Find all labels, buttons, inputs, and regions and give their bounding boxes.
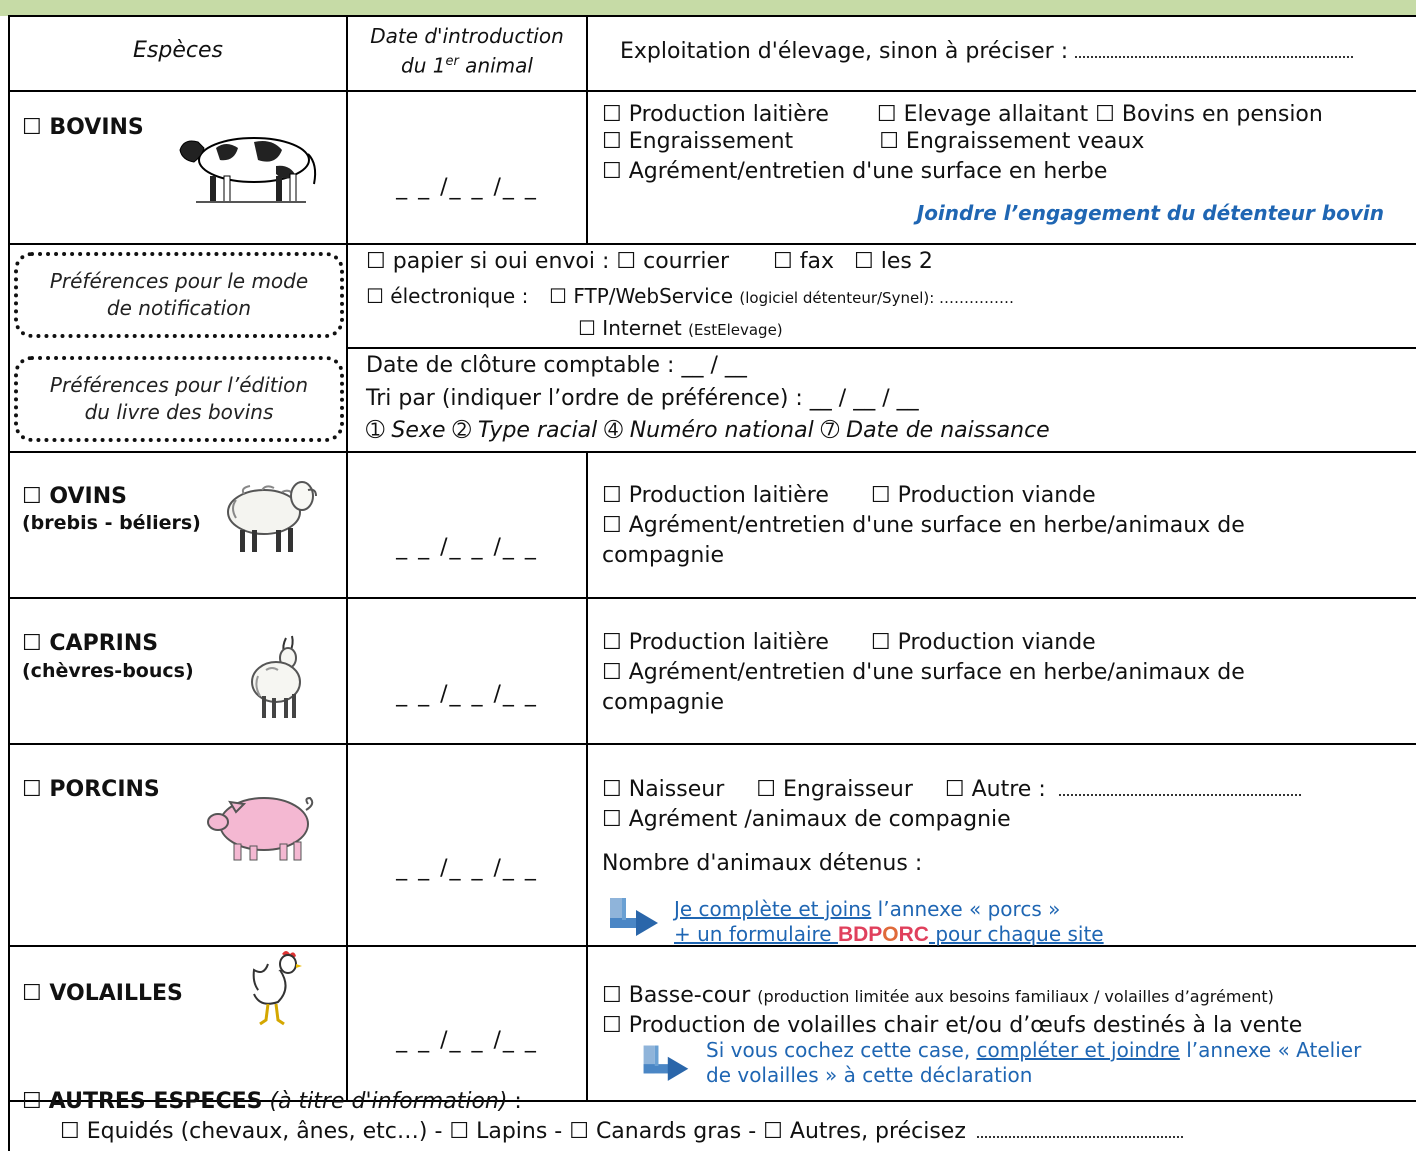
volailles-production-option[interactable]: ☐ Production de volailles chair et/ou d’œufs destinés à la vente <box>602 1013 1303 1038</box>
chicken-icon <box>244 948 310 1030</box>
autres-checkbox-label[interactable]: ☐ AUTRES ESPECES (à titre d'information) : <box>22 1089 522 1114</box>
porcins-arrow-icon <box>604 896 662 944</box>
livre-tri-options: ➀ Sexe ➁ Type racial ➃ Numéro national ➆ Date de naissance <box>366 418 1050 443</box>
autres-options[interactable]: ☐ Equidés (chevaux, ânes, etc…) - ☐ Lapins - ☐ Canards gras - ☐ Autres, précisez <box>60 1117 1183 1147</box>
porcins-options <box>602 775 1301 835</box>
volailles-arrow-icon <box>638 1043 692 1089</box>
volailles-basse-cour-option[interactable]: ☐ Basse-cour (production limitée aux besoins familiaux / volailles d’agrément) <box>602 983 1274 1008</box>
header-band <box>0 0 1416 16</box>
bovins-options <box>602 100 1323 187</box>
caprins-opt-viande[interactable]: ☐ Production viande <box>870 630 1096 655</box>
bovins-opt-pension[interactable]: ☐ Bovins en pension <box>1095 102 1323 127</box>
cow-icon <box>176 120 328 206</box>
ovins-options: ☐ Production laitière ☐ Production viande ☐ Agrément/entretien d'une surface en herbe/animaux de compagnie <box>602 483 1245 568</box>
notif-les2-option[interactable]: ☐ les 2 <box>854 249 933 274</box>
porcins-opt-engraisseur[interactable]: ☐ Engraisseur <box>756 777 913 802</box>
volailles-checkbox-label[interactable]: ☐ VOLAILLES <box>22 981 183 1006</box>
porcins-opt-autre[interactable]: ☐ Autre : <box>944 777 1046 802</box>
bovins-opt-agrement[interactable]: ☐ Agrément/entretien d'une surface en herbe <box>602 159 1108 184</box>
caprins-options: ☐ Production laitière ☐ Production viande ☐ Agrément/entretien d'une surface en herbe/animaux de compagnie <box>602 630 1245 715</box>
notif-papier-option[interactable]: ☐ papier si oui envoi : <box>366 249 610 274</box>
notif-electronique-option[interactable]: ☐ électronique : <box>366 284 529 308</box>
porcins-date-input[interactable]: _ _ /_ _ /_ _ <box>396 856 538 881</box>
porcins-annexe-line1: Je complète et joins l’annexe « porcs » <box>674 897 1061 921</box>
porcins-annexe-link[interactable]: Je complète et joins <box>674 897 872 921</box>
porcins-checkbox-label[interactable]: ☐ PORCINS <box>22 777 160 802</box>
goat-icon <box>246 632 310 722</box>
bovins-date-input[interactable]: _ _ /_ _ /_ _ <box>396 175 538 200</box>
ovins-opt-laitiere[interactable]: ☐ Production laitière <box>602 483 829 508</box>
caprins-opt-agrement[interactable]: ☐ Agrément/entretien d'une surface en herbe/animaux de <box>602 660 1245 685</box>
caprins-sublabel: (chèvres-boucs) <box>22 660 194 682</box>
livre-cloture[interactable]: Date de clôture comptable : __ / __ <box>366 353 747 378</box>
sheep-icon <box>222 470 318 556</box>
porcins-annexe-line2: + un formulaire BDPORC pour chaque site <box>674 922 1104 946</box>
caprins-opt-laitiere[interactable]: ☐ Production laitière <box>602 630 829 655</box>
species-column-header: Espèces <box>133 38 223 63</box>
ovins-opt-agrement[interactable]: ☐ Agrément/entretien d'une surface en herbe/animaux de <box>602 513 1245 538</box>
porcins-opt-agrement[interactable]: ☐ Agrément /animaux de compagnie <box>602 807 1011 832</box>
volailles-annexe-link[interactable]: compléter et joindre <box>976 1038 1180 1062</box>
bovins-opt-laitiere[interactable]: ☐ Production laitière <box>602 102 829 127</box>
bovins-opt-allaitant[interactable]: ☐ Elevage allaitant <box>876 102 1089 127</box>
volailles-annexe-text: Si vous cochez cette case, compléter et joindre l’annexe « Atelier de volailles » à cette déclaration <box>706 1038 1362 1087</box>
notification-preferences-label: Préférences pour le mode de notification <box>14 252 344 338</box>
caprins-date-input[interactable]: _ _ /_ _ /_ _ <box>396 682 538 707</box>
pig-icon <box>204 786 316 866</box>
notif-courrier-option[interactable]: ☐ courrier <box>616 249 730 274</box>
notif-fax-option[interactable]: ☐ fax <box>773 249 835 274</box>
bovins-checkbox-label[interactable]: ☐ BOVINS <box>22 115 144 140</box>
ovins-date-input[interactable]: _ _ /_ _ /_ _ <box>396 535 538 560</box>
porcins-opt-naisseur[interactable]: ☐ Naisseur <box>602 777 725 802</box>
caprins-checkbox-label[interactable]: ☐ CAPRINS <box>22 631 159 656</box>
bovins-opt-engraissement[interactable]: ☐ Engraissement <box>602 129 794 154</box>
notif-ftp-option[interactable]: ☐ FTP/WebService <box>549 284 734 308</box>
livre-preferences-label: Préférences pour l’édition du livre des bovins <box>14 356 344 442</box>
ovins-opt-viande[interactable]: ☐ Production viande <box>870 483 1096 508</box>
notif-internet-option[interactable]: ☐ Internet (EstElevage) <box>578 316 783 340</box>
ovins-checkbox-label[interactable]: ☐ OVINS <box>22 484 127 509</box>
bovins-engagement-note: Joindre l’engagement du détenteur bovin <box>916 201 1384 225</box>
volailles-date-input[interactable]: _ _ /_ _ /_ _ <box>396 1028 538 1053</box>
ovins-sublabel: (brebis - béliers) <box>22 512 201 534</box>
bdporc-logo: BDPORC <box>837 923 929 946</box>
porcins-nombre-label: Nombre d'animaux détenus : <box>602 851 923 876</box>
exploitation-fill-line[interactable] <box>1075 56 1353 58</box>
bovins-opt-veaux[interactable]: ☐ Engraissement veaux <box>879 129 1145 154</box>
autres-fill-line[interactable] <box>977 1136 1183 1138</box>
notif-papier-row <box>366 247 933 277</box>
notif-electronique-row: ☐ électronique : ☐ FTP/WebService (logiciel détenteur/Synel): …………… <box>366 284 1015 308</box>
livre-tri[interactable]: Tri par (indiquer l’ordre de préférence) : __ / __ / __ <box>366 386 919 411</box>
exploitation-header: Exploitation d'élevage, sinon à préciser : <box>620 37 1353 67</box>
porcins-autre-fill-line[interactable] <box>1059 794 1301 796</box>
date-column-header: Date d'introduction du 1er animal <box>370 24 564 78</box>
